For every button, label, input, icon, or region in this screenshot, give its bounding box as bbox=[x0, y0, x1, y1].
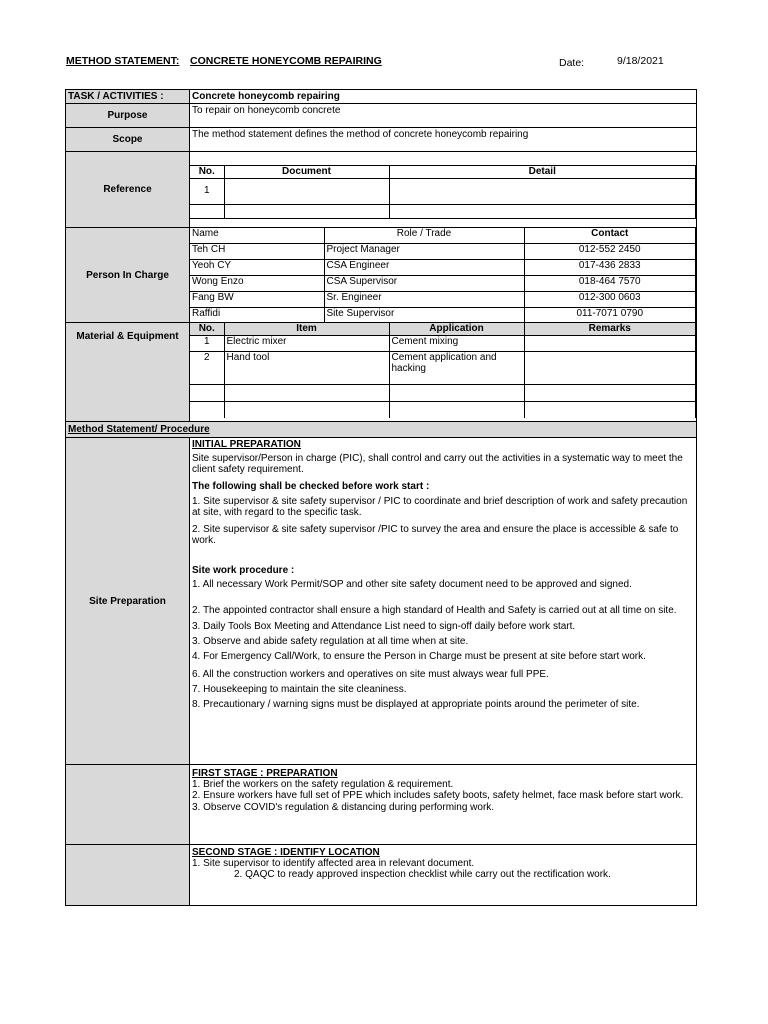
scope-row bbox=[66, 128, 696, 152]
purpose-row bbox=[66, 104, 696, 128]
first-stage-row bbox=[66, 765, 696, 845]
check-item: 1. Site supervisor & site safety supervisor / PIC to coordinate and brief description of work and safety precaution at site, with regard to the specific task. bbox=[192, 495, 688, 518]
work-item: 2. The appointed contractor shall ensure a high standard of Health and Safety is carried out at all time on site. bbox=[192, 604, 677, 616]
scope-label: Scope bbox=[66, 128, 190, 151]
material-empty-cell bbox=[224, 384, 389, 401]
material-remarks bbox=[524, 335, 696, 351]
person-name: Fang BW bbox=[190, 291, 324, 307]
person-name: Raffidi bbox=[190, 307, 324, 322]
procedure-label: Method Statement/ Procedure bbox=[68, 424, 210, 435]
material-empty-cell bbox=[190, 384, 224, 401]
reference-table bbox=[190, 165, 696, 219]
material-header-application: Application bbox=[389, 323, 524, 335]
material-table bbox=[190, 323, 696, 418]
task-row bbox=[66, 90, 696, 104]
task-value: Concrete honeycomb repairing bbox=[192, 91, 340, 102]
reference-label: Reference bbox=[66, 152, 190, 227]
material-application: Cement application and hacking bbox=[389, 351, 524, 384]
site-preparation-row bbox=[66, 438, 696, 765]
reference-document bbox=[224, 178, 389, 204]
table-row bbox=[190, 335, 696, 351]
second-stage-item: 1. Site supervisor to identify affected area in relevant document. bbox=[192, 858, 475, 870]
initial-preparation-title: INITIAL PREPARATION bbox=[192, 439, 301, 450]
first-stage-content bbox=[190, 765, 696, 844]
table-row bbox=[190, 275, 696, 291]
person-contact: 012-300 0603 bbox=[524, 291, 696, 307]
reference-row bbox=[66, 152, 696, 228]
person-contact: 011-7071 0790 bbox=[524, 307, 696, 322]
reference-no: 1 bbox=[190, 178, 224, 204]
second-stage-content bbox=[190, 845, 696, 905]
person-header-contact: Contact bbox=[524, 228, 696, 243]
table-row bbox=[190, 259, 696, 275]
reference-empty-cell bbox=[389, 204, 696, 218]
table-row bbox=[190, 351, 696, 384]
first-stage-title: FIRST STAGE : PREPARATION bbox=[192, 768, 338, 779]
table-row bbox=[190, 178, 696, 204]
person-role: Sr. Engineer bbox=[324, 291, 524, 307]
first-stage-item: 2. Ensure workers have full set of PPE which includes safety boots, safety helmet, face mask before start work. bbox=[192, 790, 684, 802]
second-stage-title: SECOND STAGE : IDENTIFY LOCATION bbox=[192, 847, 380, 858]
work-item: 3. Daily Tools Box Meeting and Attendance List need to sign-off daily before work start. bbox=[192, 621, 576, 633]
reference-header-no: No. bbox=[190, 166, 224, 179]
site-preparation-content bbox=[190, 438, 696, 764]
material-empty-cell bbox=[190, 401, 224, 418]
material-empty-cell bbox=[389, 384, 524, 401]
material-application: Cement mixing bbox=[389, 335, 524, 351]
material-row bbox=[66, 323, 696, 422]
site-work-title: Site work procedure : bbox=[192, 564, 295, 576]
person-header-role: Role / Trade bbox=[324, 228, 524, 243]
material-empty-cell bbox=[524, 401, 696, 418]
date-value: 9/18/2021 bbox=[617, 55, 664, 67]
person-in-charge-label: Person In Charge bbox=[66, 228, 190, 322]
person-header-name: Name bbox=[190, 228, 324, 243]
table-row bbox=[190, 401, 696, 418]
material-item: Hand tool bbox=[224, 351, 389, 384]
person-in-charge-row bbox=[66, 228, 696, 323]
material-header-no: No. bbox=[190, 323, 224, 335]
document-title: CONCRETE HONEYCOMB REPAIRING bbox=[190, 55, 382, 67]
table-row bbox=[190, 204, 696, 218]
reference-empty-cell bbox=[224, 204, 389, 218]
purpose-label: Purpose bbox=[66, 104, 190, 127]
initial-preparation-text: Site supervisor/Person in charge (PIC), shall control and carry out the activities in a systematic way to meet the client safety requirement. bbox=[192, 453, 683, 476]
first-stage-item: 1. Brief the workers on the safety regulation & requirement. bbox=[192, 779, 454, 791]
work-item: 3. Observe and abide safety regulation at all time when at site. bbox=[192, 636, 469, 648]
reference-empty-cell bbox=[190, 204, 224, 218]
material-empty-cell bbox=[389, 401, 524, 418]
table-row bbox=[190, 243, 696, 259]
reference-header-document: Document bbox=[224, 166, 389, 179]
work-item: 4. For Emergency Call/Work, to ensure the Person in Charge must be present at site before start work. bbox=[192, 651, 646, 663]
procedure-header-row bbox=[66, 422, 696, 438]
person-table-wrap bbox=[190, 228, 696, 322]
material-header-item: Item bbox=[224, 323, 389, 335]
date-label: Date: bbox=[559, 57, 585, 69]
material-no: 1 bbox=[190, 335, 224, 351]
work-item: 1. All necessary Work Permit/SOP and other site safety document need to be approved and signed. bbox=[192, 578, 632, 590]
scope-value: The method statement defines the method of concrete honeycomb repairing bbox=[192, 129, 529, 140]
task-label: TASK / ACTIVITIES : bbox=[66, 90, 190, 103]
reference-table-wrap bbox=[190, 152, 696, 227]
work-item: 6. All the construction workers and operatives on site must always wear full PPE. bbox=[192, 668, 549, 680]
material-remarks bbox=[524, 351, 696, 384]
purpose-value: To repair on honeycomb concrete bbox=[192, 105, 341, 116]
first-stage-item: 3. Observe COVID's regulation & distancing during performing work. bbox=[192, 801, 495, 813]
material-label: Material & Equipment bbox=[66, 323, 190, 421]
material-empty-cell bbox=[524, 384, 696, 401]
person-contact: 017-436 2833 bbox=[524, 259, 696, 275]
site-preparation-label: Site Preparation bbox=[66, 438, 190, 764]
reference-header-detail: Detail bbox=[389, 166, 696, 179]
person-in-charge-table bbox=[190, 228, 696, 322]
work-item: 7. Housekeeping to maintain the site cleaniness. bbox=[192, 683, 407, 695]
person-contact: 012-552 2450 bbox=[524, 243, 696, 259]
second-stage-item: 2. QAQC to ready approved inspection checklist while carry out the rectification work. bbox=[234, 869, 611, 881]
method-statement-label: METHOD STATEMENT: bbox=[66, 55, 180, 67]
person-name: Wong Enzo bbox=[190, 275, 324, 291]
person-role: CSA Engineer bbox=[324, 259, 524, 275]
table-row bbox=[190, 291, 696, 307]
person-name: Teh CH bbox=[190, 243, 324, 259]
table-row bbox=[190, 307, 696, 322]
reference-detail bbox=[389, 178, 696, 204]
material-empty-cell bbox=[224, 401, 389, 418]
second-stage-label-cell bbox=[66, 845, 190, 905]
material-header-remarks: Remarks bbox=[524, 323, 696, 335]
material-no: 2 bbox=[190, 351, 224, 384]
person-name: Yeoh CY bbox=[190, 259, 324, 275]
first-stage-label-cell bbox=[66, 765, 190, 844]
check-item: 2. Site supervisor & site safety supervisor /PIC to survey the area and ensure the place is accessible & safe to work. bbox=[192, 524, 679, 547]
table-row bbox=[190, 384, 696, 401]
person-role: CSA Supervisor bbox=[324, 275, 524, 291]
person-role: Site Supervisor bbox=[324, 307, 524, 322]
material-table-wrap bbox=[190, 323, 696, 421]
second-stage-row bbox=[66, 845, 696, 905]
check-title: The following shall be checked before work start : bbox=[192, 480, 430, 492]
person-contact: 018-464 7570 bbox=[524, 275, 696, 291]
person-role: Project Manager bbox=[324, 243, 524, 259]
material-item: Electric mixer bbox=[224, 335, 389, 351]
work-item: 8. Precautionary / warning signs must be displayed at appropriate points around the perimeter of site. bbox=[192, 699, 640, 710]
method-statement-sheet bbox=[65, 89, 697, 906]
